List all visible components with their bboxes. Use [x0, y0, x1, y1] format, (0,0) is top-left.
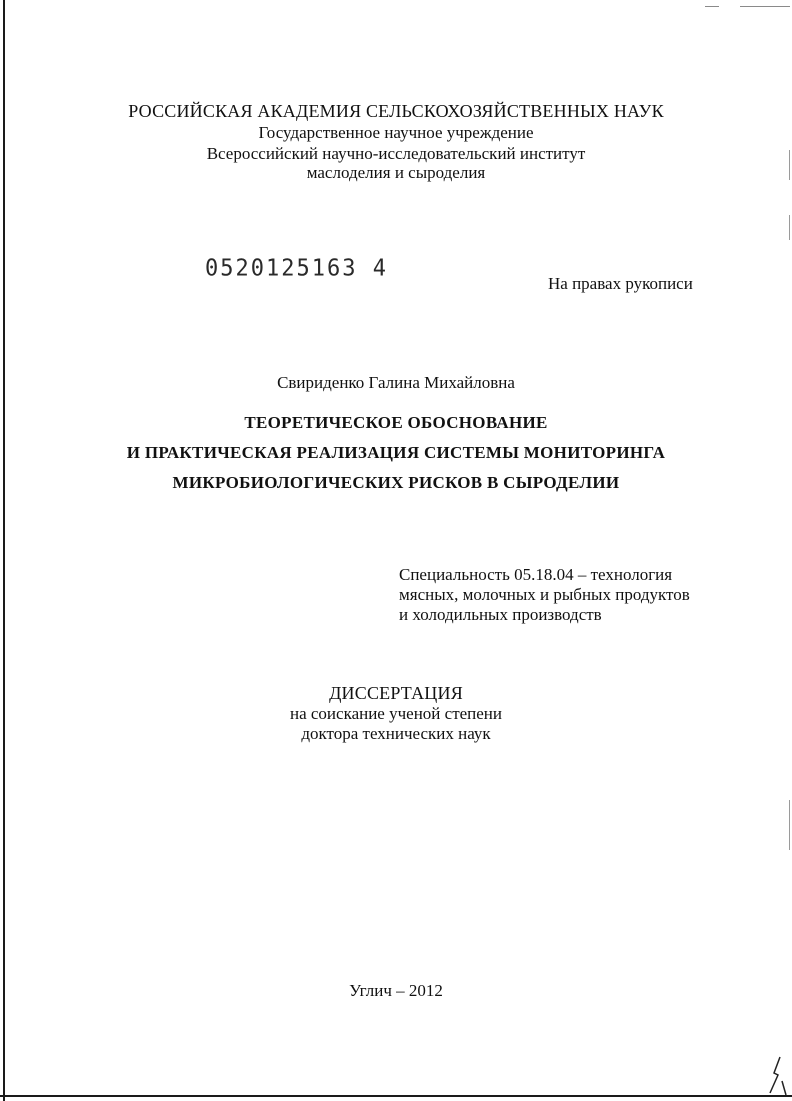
title-line3: МИКРОБИОЛОГИЧЕСКИХ РИСКОВ В СЫРОДЕЛИИ	[172, 473, 620, 492]
scan-top-mark	[740, 6, 790, 7]
author-name: Свириденко Галина Михайловна	[277, 373, 515, 392]
work-type-label: ДИССЕРТАЦИЯ	[329, 683, 463, 703]
specialty-line2: мясных, молочных и рыбных продуктов	[399, 585, 690, 604]
specialty-line1: Специальность 05.18.04 – технология	[399, 565, 673, 584]
title-line2: И ПРАКТИЧЕСКАЯ РЕАЛИЗАЦИЯ СИСТЕМЫ МОНИТОРИНГА	[126, 443, 666, 462]
institute-name-line1: Всероссийский научно-исследовательский институт	[206, 144, 586, 163]
academy-name: РОССИЙСКАЯ АКАДЕМИЯ СЕЛЬСКОХОЗЯЙСТВЕННЫХ НАУК	[128, 101, 664, 121]
specialty-line3: и холодильных производств	[399, 605, 602, 624]
manuscript-note: На правах рукописи	[548, 274, 693, 293]
scan-right-mark	[789, 800, 790, 850]
scan-corner-mark	[760, 1055, 790, 1099]
work-type-line1: на соискание ученой степени	[289, 704, 503, 723]
institution-type: Государственное научное учреждение	[258, 123, 534, 142]
institute-name-line2: маслоделия и сыроделия	[306, 163, 486, 182]
registry-number: 0520125163 4	[205, 255, 388, 282]
place-year: Углич – 2012	[349, 981, 443, 1000]
work-type-line2: доктора технических наук	[301, 724, 491, 743]
scan-bottom-edge	[0, 1095, 792, 1097]
scan-top-mark	[705, 6, 719, 7]
title-line1: ТЕОРЕТИЧЕСКОЕ ОБОСНОВАНИЕ	[244, 413, 548, 432]
scan-right-mark	[789, 215, 790, 240]
